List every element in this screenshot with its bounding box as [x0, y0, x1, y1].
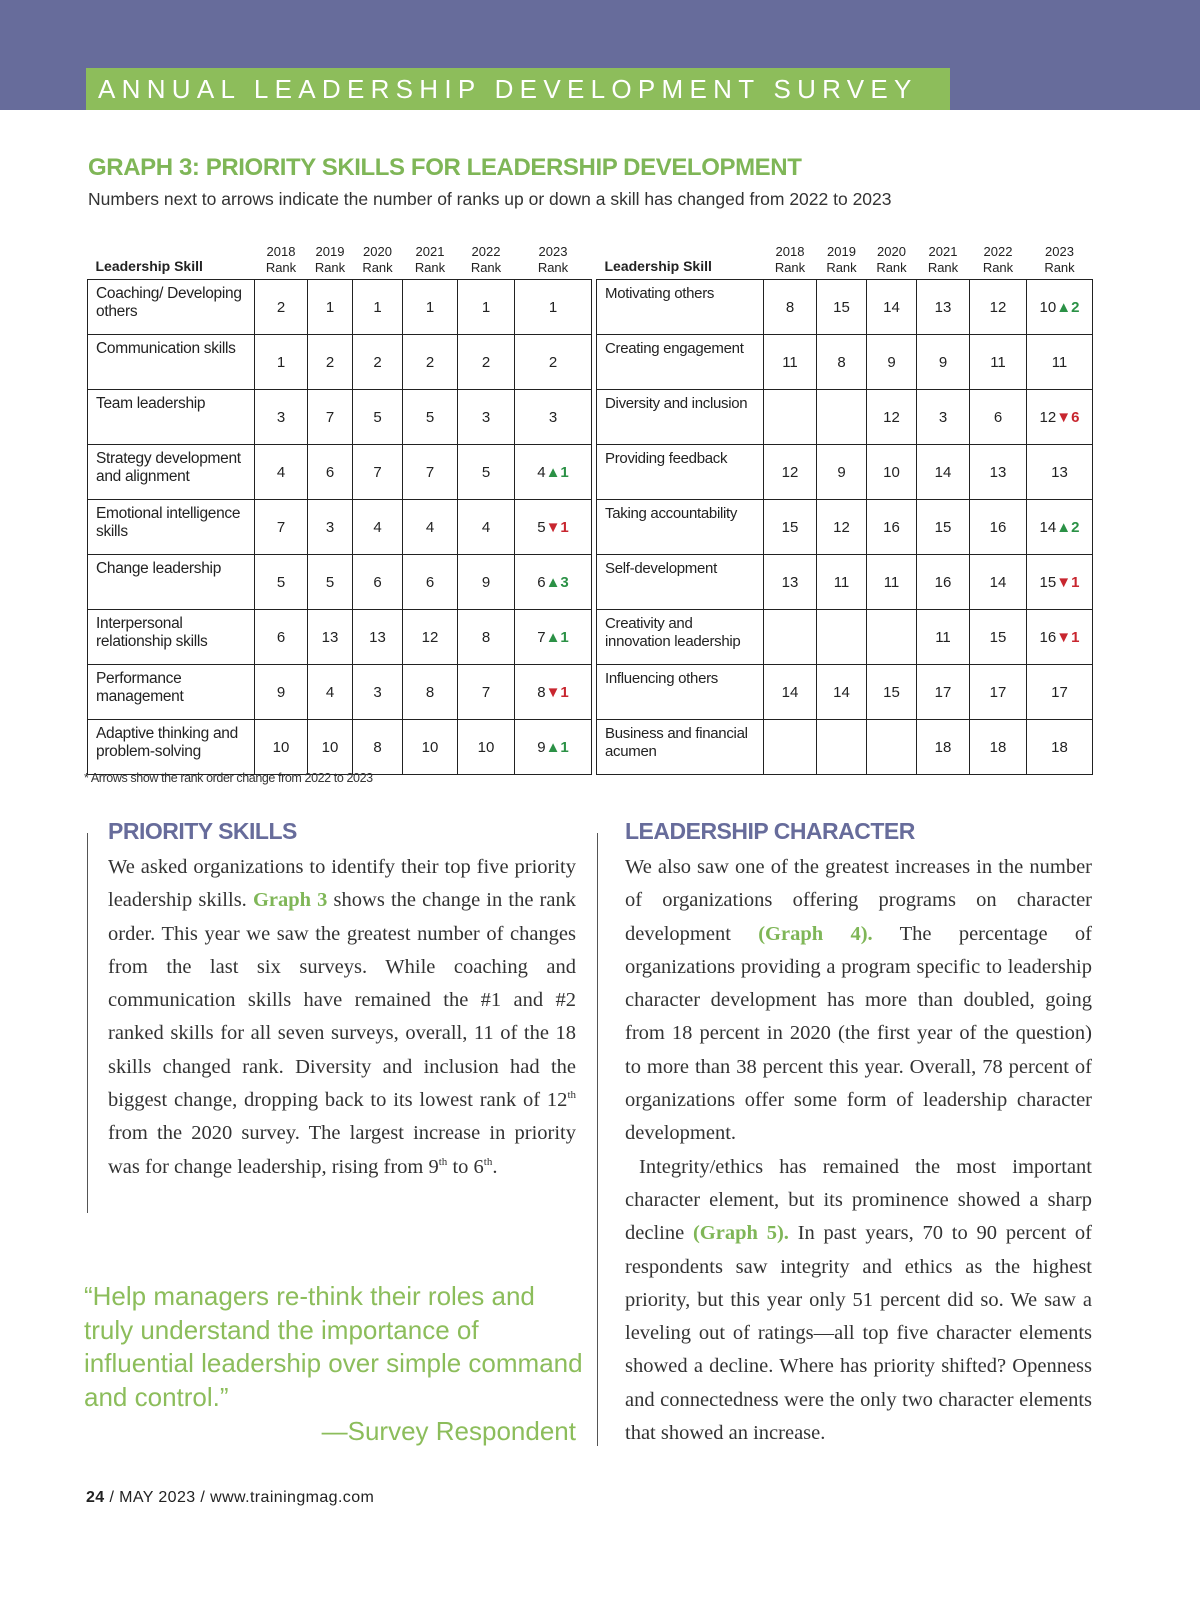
- rank-cell: 9: [458, 555, 515, 610]
- table-row: [597, 335, 1093, 390]
- leadership-character-text: We also saw one of the greatest increases in the number of organizations offering programs on character development (Graph 4). The percentage of organizations providing a program specific to leadership character development has more than doubled, going from 18 percent in 2020 (the first year of the question) to more than 38 percent this year. Overall, 78 percent of organizations offer some form of leadership character development. Integrity/ethics has remained the most important character element, but its prominence showed a sharp decline (Graph 5). In past years, 70 to 90 percent of respondents saw integrity and ethics as the highest priority, but this year only 51 percent did so. We saw a leveling out of ratings—all top five character elements showed a decline. Where has priority shifted? Openness and connectedness were the only two character elements that showed an increase.: [625, 856, 1092, 1445]
- rank-cell: 6: [970, 390, 1027, 445]
- rank-cell: 12: [764, 445, 817, 500]
- rank-cell: 11: [764, 335, 817, 390]
- rank-cell: 11: [1027, 335, 1093, 390]
- arrow-down-icon: ▼: [1056, 628, 1072, 646]
- leadership-character-heading: LEADERSHIP CHARACTER: [625, 818, 915, 844]
- arrow-up-icon: ▲: [545, 628, 561, 646]
- skill-name: Influencing others: [597, 665, 764, 720]
- rank-cell: 7: [308, 390, 353, 445]
- page-number: 24: [86, 1489, 105, 1506]
- skill-name: Providing feedback: [597, 445, 764, 500]
- skill-name: Business and financial acumen: [597, 720, 764, 775]
- graph-footnote: * Arrows show the rank order change from 2022 to 2023: [84, 771, 373, 785]
- rank-cell: 2: [255, 280, 308, 335]
- rank-cell: [817, 610, 867, 665]
- rank-cell: 5: [403, 390, 458, 445]
- rank-cell: 14: [817, 665, 867, 720]
- rank-table-left: [87, 244, 592, 775]
- table-row: [597, 390, 1093, 445]
- rank-cell: 12: [970, 280, 1027, 335]
- rank-cell: 8: [403, 665, 458, 720]
- skill-name: Creativity and innovation leadership: [597, 610, 764, 665]
- rank-cell: 5▼1: [515, 500, 592, 555]
- rank-cell: 8: [764, 280, 817, 335]
- table-row: [597, 720, 1093, 775]
- skill-name: Interpersonal relationship skills: [88, 610, 255, 665]
- table-row: [597, 610, 1093, 665]
- priority-skills-text: We asked organizations to identify their top five priority leadership skills. Graph 3 shows the change in the rank order. This year we saw the greatest number of changes from the last six surveys. While coaching and communication skills have remained the #1 and #2 ranked skills for all seven surveys, overall, 11 of the 18 skills changed rank. Diversity and inclusion had the biggest change, dropping back to its lowest rank of 12th from the 2020 survey. The largest increase in priority was for change leadership, rising from 9th to 6th.: [108, 856, 576, 1178]
- rank-cell: 15: [970, 610, 1027, 665]
- rank-cell: 15: [917, 500, 970, 555]
- col-header-skill: Leadership Skill: [95, 258, 203, 274]
- rank-cell: 1: [255, 335, 308, 390]
- rank-cell: 1: [458, 280, 515, 335]
- arrow-up-icon: ▲: [545, 573, 561, 591]
- rank-cell: 7: [403, 445, 458, 500]
- rank-cell: 3: [308, 500, 353, 555]
- rank-cell: 3: [255, 390, 308, 445]
- col-header-skill: Leadership Skill: [604, 258, 712, 274]
- rank-change-value: 3: [560, 573, 569, 591]
- rank-cell: 1: [308, 280, 353, 335]
- rank-cell: 2: [353, 335, 403, 390]
- left-column-rule: [87, 833, 88, 1213]
- rank-cell: [817, 720, 867, 775]
- rank-cell: 6: [308, 445, 353, 500]
- rank-change-value: 1: [560, 738, 569, 756]
- rank-cell: [764, 720, 817, 775]
- rank-cell: 10: [308, 720, 353, 775]
- rank-cell: 1: [353, 280, 403, 335]
- pull-quote: “Help managers re-think their roles and truly understand the importance of influential leadership over simple command and control.”: [84, 1281, 583, 1412]
- rank-cell: 9: [867, 335, 917, 390]
- table-row: [597, 445, 1093, 500]
- col-header-2021: 2021 Rank: [414, 244, 446, 275]
- graph-4-reference: (Graph 4).: [758, 922, 873, 945]
- rank-cell: 15: [764, 500, 817, 555]
- arrow-up-icon: ▲: [545, 738, 561, 756]
- rank-cell: 11: [917, 610, 970, 665]
- rank-cell: 9: [917, 335, 970, 390]
- rank-cell: 12: [867, 390, 917, 445]
- rank-change-value: 2: [1071, 298, 1080, 316]
- rank-cell: 2: [403, 335, 458, 390]
- rank-cell: 1: [515, 280, 592, 335]
- rank-cell: 14: [867, 280, 917, 335]
- rank-cell: 3: [515, 390, 592, 445]
- skill-name: Creating engagement: [597, 335, 764, 390]
- rank-cell: 18: [917, 720, 970, 775]
- rank-cell: 8: [817, 335, 867, 390]
- rank-cell: 2: [515, 335, 592, 390]
- rank-change-value: 1: [1071, 573, 1080, 591]
- rank-cell: 15▼1: [1027, 555, 1093, 610]
- rank-cell: 14: [970, 555, 1027, 610]
- rank-cell: 15: [817, 280, 867, 335]
- graph-title: GRAPH 3: PRIORITY SKILLS FOR LEADERSHIP DEVELOPMENT: [88, 154, 802, 181]
- rank-cell: 3: [917, 390, 970, 445]
- skill-name: Motivating others: [597, 280, 764, 335]
- rank-change-value: 6: [1071, 408, 1080, 426]
- rank-cell: 4: [308, 665, 353, 720]
- table-row: [88, 335, 592, 390]
- rank-cell: 8: [353, 720, 403, 775]
- rank-cell: 10▲2: [1027, 280, 1093, 335]
- rank-cell: 4: [458, 500, 515, 555]
- rank-change-value: 1: [560, 463, 569, 481]
- col-header-2020: 2020 Rank: [876, 244, 907, 275]
- rank-cell: 8▼1: [515, 665, 592, 720]
- skill-name: Self-development: [597, 555, 764, 610]
- rank-cell: 6: [403, 555, 458, 610]
- rank-cell: 11: [970, 335, 1027, 390]
- rank-cell: 7: [353, 445, 403, 500]
- rank-cell: 17: [917, 665, 970, 720]
- rank-cell: 13: [1027, 445, 1093, 500]
- table-row: [88, 390, 592, 445]
- table-row: [597, 555, 1093, 610]
- arrow-down-icon: ▼: [545, 683, 561, 701]
- rank-cell: 13: [353, 610, 403, 665]
- col-header-2022: 2022 Rank: [470, 244, 502, 275]
- skill-name: Emotional intelligence skills: [88, 500, 255, 555]
- table-row: [88, 555, 592, 610]
- rank-cell: 11: [817, 555, 867, 610]
- rank-cell: 8: [458, 610, 515, 665]
- priority-skills-heading: PRIORITY SKILLS: [108, 818, 297, 844]
- skill-name: Coaching/ Developing others: [88, 280, 255, 335]
- col-header-2021: 2021 Rank: [927, 244, 959, 275]
- rank-cell: 13: [917, 280, 970, 335]
- rank-cell: 13: [970, 445, 1027, 500]
- magazine-banner: ANNUAL LEADERSHIP DEVELOPMENT SURVEY: [86, 68, 950, 110]
- rank-cell: 16: [970, 500, 1027, 555]
- rank-cell: 5: [308, 555, 353, 610]
- table-row: [88, 665, 592, 720]
- skill-name: Adaptive thinking and problem-solving: [88, 720, 255, 775]
- skill-name: Diversity and inclusion: [597, 390, 764, 445]
- rank-cell: 1: [403, 280, 458, 335]
- rank-cell: 16: [867, 500, 917, 555]
- rank-cell: 9▲1: [515, 720, 592, 775]
- rank-cell: 4▲1: [515, 445, 592, 500]
- rank-cell: [764, 610, 817, 665]
- rank-table-right: [596, 244, 1093, 775]
- skill-name: Strategy development and alignment: [88, 445, 255, 500]
- rank-cell: 12: [403, 610, 458, 665]
- rank-cell: 3: [353, 665, 403, 720]
- col-header-2018: 2018 Rank: [774, 244, 806, 275]
- rank-cell: 9: [817, 445, 867, 500]
- rank-cell: 15: [867, 665, 917, 720]
- arrow-up-icon: ▲: [1056, 298, 1072, 316]
- rank-cell: 7▲1: [515, 610, 592, 665]
- arrow-up-icon: ▲: [1056, 518, 1072, 536]
- rank-cell: 18: [1027, 720, 1093, 775]
- rank-change-value: 2: [1071, 518, 1080, 536]
- col-header-2023: 2023 Rank: [1044, 244, 1075, 275]
- rank-cell: 12▼6: [1027, 390, 1093, 445]
- rank-change-value: 1: [560, 628, 569, 646]
- col-header-2022: 2022 Rank: [982, 244, 1014, 275]
- graph-subtitle: Numbers next to arrows indicate the number of ranks up or down a skill has changed from 2022 to 2023: [88, 189, 892, 209]
- rank-cell: 10: [867, 445, 917, 500]
- rank-cell: 10: [458, 720, 515, 775]
- rank-cell: 11: [867, 555, 917, 610]
- skill-name: Communication skills: [88, 335, 255, 390]
- rank-cell: 2: [308, 335, 353, 390]
- rank-cell: 10: [403, 720, 458, 775]
- rank-change-value: 1: [560, 518, 569, 536]
- rank-cell: 16▼1: [1027, 610, 1093, 665]
- rank-cell: 6: [353, 555, 403, 610]
- rank-change-value: 1: [1071, 628, 1080, 646]
- col-header-2020: 2020 Rank: [362, 244, 393, 275]
- table-row: [597, 500, 1093, 555]
- table-row: [597, 665, 1093, 720]
- rank-cell: 5: [353, 390, 403, 445]
- page-footer: 24 / MAY 2023 / www.trainingmag.com: [86, 1489, 375, 1506]
- rank-cell: 4: [403, 500, 458, 555]
- col-header-2023: 2023 Rank: [537, 244, 569, 275]
- rank-cell: 13: [764, 555, 817, 610]
- table-header-row: [88, 244, 592, 280]
- rank-cell: 5: [255, 555, 308, 610]
- arrow-up-icon: ▲: [545, 463, 561, 481]
- arrow-down-icon: ▼: [1056, 408, 1072, 426]
- rank-change-value: 1: [560, 683, 569, 701]
- rank-cell: [817, 390, 867, 445]
- rank-cell: 6▲3: [515, 555, 592, 610]
- rank-cell: 17: [1027, 665, 1093, 720]
- arrow-down-icon: ▼: [1056, 573, 1072, 591]
- rank-cell: [867, 610, 917, 665]
- table-row: [88, 445, 592, 500]
- table-row: [88, 720, 592, 775]
- rank-cell: 14: [917, 445, 970, 500]
- rank-cell: 14▲2: [1027, 500, 1093, 555]
- quote-attribution: —Survey Respondent: [321, 1416, 576, 1446]
- skill-name: Performance management: [88, 665, 255, 720]
- arrow-down-icon: ▼: [545, 518, 561, 536]
- rank-cell: 9: [255, 665, 308, 720]
- rank-cell: 5: [458, 445, 515, 500]
- rank-cell: 17: [970, 665, 1027, 720]
- rank-cell: 7: [458, 665, 515, 720]
- table-row: [88, 610, 592, 665]
- rank-cell: 13: [308, 610, 353, 665]
- rank-cell: [764, 390, 817, 445]
- skill-name: Change leadership: [88, 555, 255, 610]
- col-header-2019: 2019 Rank: [314, 244, 346, 275]
- graph-3-reference: Graph 3: [252, 889, 328, 912]
- table-row: [88, 280, 592, 335]
- table-header-row: [597, 244, 1093, 280]
- table-row: [88, 500, 592, 555]
- rank-cell: [867, 720, 917, 775]
- skill-name: Taking accountability: [597, 500, 764, 555]
- rank-cell: 7: [255, 500, 308, 555]
- rank-cell: 4: [255, 445, 308, 500]
- rank-cell: 16: [917, 555, 970, 610]
- rank-cell: 14: [764, 665, 817, 720]
- rank-cell: 12: [817, 500, 867, 555]
- rank-cell: 10: [255, 720, 308, 775]
- col-header-2018: 2018 Rank: [265, 244, 297, 275]
- rank-cell: 18: [970, 720, 1027, 775]
- graph-5-reference: (Graph 5).: [692, 1222, 789, 1245]
- rank-cell: 6: [255, 610, 308, 665]
- right-column-rule: [597, 833, 598, 1446]
- skill-name: Team leadership: [88, 390, 255, 445]
- table-row: [597, 280, 1093, 335]
- rank-cell: 4: [353, 500, 403, 555]
- rank-cell: 3: [458, 390, 515, 445]
- col-header-2019: 2019 Rank: [826, 244, 857, 275]
- rank-cell: 2: [458, 335, 515, 390]
